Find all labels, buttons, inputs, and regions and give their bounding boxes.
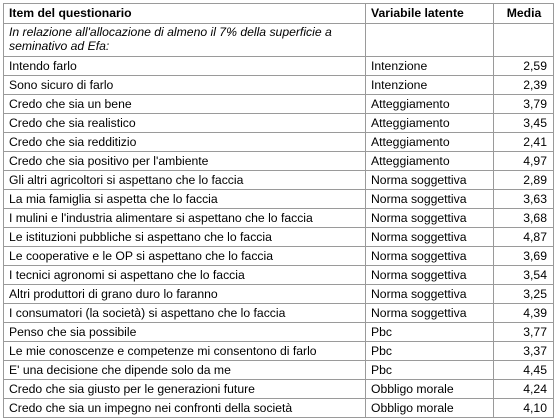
latent-variable-cell: Norma soggettiva (366, 266, 494, 285)
table-row (4, 380, 554, 399)
mean-cell: 4,10 (494, 399, 554, 418)
table-header-row (4, 4, 554, 24)
table-row (4, 152, 554, 171)
mean-cell: 4,45 (494, 361, 554, 380)
mean-cell: 3,45 (494, 114, 554, 133)
table-row (4, 323, 554, 342)
table-row (4, 95, 554, 114)
table-row (4, 76, 554, 95)
latent-variable-cell: Norma soggettiva (366, 171, 494, 190)
item-cell: Gli altri agricoltori si aspettano che lo faccia (4, 171, 366, 190)
item-cell: Credo che sia realistico (4, 114, 366, 133)
table-row (4, 57, 554, 76)
item-cell: I consumatori (la società) si aspettano che lo faccia (4, 304, 366, 323)
table-row (4, 209, 554, 228)
mean-cell: 3,54 (494, 266, 554, 285)
latent-variable-cell: Intenzione (366, 76, 494, 95)
latent-variable-cell: Atteggiamento (366, 152, 494, 171)
mean-cell: 2,59 (494, 57, 554, 76)
questionnaire-table (3, 3, 554, 418)
intro-text: In relazione all'allocazione di almeno il 7% della superficie a seminativo ad Efa: (4, 24, 366, 57)
item-cell: Le cooperative e le OP si aspettano che lo faccia (4, 247, 366, 266)
item-cell: Credo che sia positivo per l'ambiente (4, 152, 366, 171)
latent-variable-cell: Pbc (366, 323, 494, 342)
header-latent-variable: Variabile latente (366, 4, 494, 24)
latent-variable-cell: Pbc (366, 342, 494, 361)
item-cell: I mulini e l'industria alimentare si aspettano che lo faccia (4, 209, 366, 228)
item-cell: Le istituzioni pubbliche si aspettano che lo faccia (4, 228, 366, 247)
latent-variable-cell: Norma soggettiva (366, 285, 494, 304)
mean-cell: 3,68 (494, 209, 554, 228)
item-cell: Sono sicuro di farlo (4, 76, 366, 95)
item-cell: Intendo farlo (4, 57, 366, 76)
mean-cell: 3,37 (494, 342, 554, 361)
item-cell: Le mie conoscenze e competenze mi consentono di farlo (4, 342, 366, 361)
table-row (4, 361, 554, 380)
intro-row (4, 24, 554, 57)
latent-variable-cell: Obbligo morale (366, 399, 494, 418)
item-cell: Credo che sia redditizio (4, 133, 366, 152)
item-cell: La mia famiglia si aspetta che lo faccia (4, 190, 366, 209)
latent-variable-cell: Pbc (366, 361, 494, 380)
mean-cell: 2,89 (494, 171, 554, 190)
table-row (4, 171, 554, 190)
latent-variable-cell: Norma soggettiva (366, 190, 494, 209)
questionnaire-table-container (3, 3, 553, 418)
table-row (4, 342, 554, 361)
mean-cell: 4,87 (494, 228, 554, 247)
mean-cell: 4,39 (494, 304, 554, 323)
table-row (4, 228, 554, 247)
item-cell: E' una decisione che dipende solo da me (4, 361, 366, 380)
mean-cell: 4,97 (494, 152, 554, 171)
latent-variable-cell: Intenzione (366, 57, 494, 76)
mean-cell: 3,79 (494, 95, 554, 114)
item-cell: Credo che sia giusto per le generazioni future (4, 380, 366, 399)
mean-cell: 3,77 (494, 323, 554, 342)
header-mean: Media (494, 4, 554, 24)
latent-variable-cell: Atteggiamento (366, 114, 494, 133)
mean-cell: 2,41 (494, 133, 554, 152)
header-item: Item del questionario (4, 4, 366, 24)
table-row (4, 304, 554, 323)
mean-cell: 3,25 (494, 285, 554, 304)
table-row (4, 247, 554, 266)
mean-cell: 3,69 (494, 247, 554, 266)
mean-cell: 3,63 (494, 190, 554, 209)
intro-empty-cell (494, 24, 554, 57)
item-cell: Penso che sia possibile (4, 323, 366, 342)
table-row (4, 285, 554, 304)
intro-empty-cell (366, 24, 494, 57)
mean-cell: 2,39 (494, 76, 554, 95)
latent-variable-cell: Norma soggettiva (366, 304, 494, 323)
latent-variable-cell: Norma soggettiva (366, 247, 494, 266)
table-row (4, 114, 554, 133)
item-cell: Credo che sia un impegno nei confronti della società (4, 399, 366, 418)
table-row (4, 133, 554, 152)
latent-variable-cell: Norma soggettiva (366, 228, 494, 247)
item-cell: I tecnici agronomi si aspettano che lo faccia (4, 266, 366, 285)
latent-variable-cell: Atteggiamento (366, 133, 494, 152)
latent-variable-cell: Atteggiamento (366, 95, 494, 114)
table-row (4, 266, 554, 285)
table-row (4, 190, 554, 209)
mean-cell: 4,24 (494, 380, 554, 399)
latent-variable-cell: Obbligo morale (366, 380, 494, 399)
item-cell: Credo che sia un bene (4, 95, 366, 114)
item-cell: Altri produttori di grano duro lo faranno (4, 285, 366, 304)
table-row (4, 399, 554, 418)
latent-variable-cell: Norma soggettiva (366, 209, 494, 228)
